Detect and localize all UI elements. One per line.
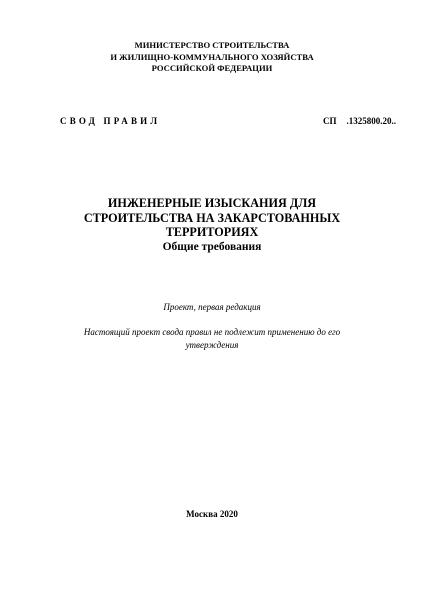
code-number: .1325800.20.. <box>346 116 396 126</box>
ministry-header <box>0 40 424 75</box>
notice-text <box>0 326 424 352</box>
place-and-year: Москва 2020 <box>186 509 238 519</box>
code-designation <box>323 114 396 128</box>
document-subtitle: Общие требования <box>162 240 262 253</box>
code-label: СВОД ПРАВИЛ <box>60 116 161 126</box>
notice-line-2: утверждения <box>185 340 239 350</box>
ministry-line-1: МИНИСТЕРСТВО СТРОИТЕЛЬСТВА <box>134 40 290 50</box>
title-line-3: ТЕРРИТОРИЯХ <box>165 225 259 239</box>
title-line-1: ИНЖЕНЕРНЫЕ ИЗЫСКАНИЯ ДЛЯ <box>107 196 317 210</box>
ministry-line-2: И ЖИЛИЩНО-КОММУНАЛЬНОГО ХОЗЯЙСТВА <box>110 51 314 62</box>
document-title <box>0 196 424 254</box>
ministry-line-3: РОССИЙСКОЙ ФЕДЕРАЦИИ <box>151 63 273 73</box>
draft-edition: Проект, первая редакция <box>163 302 261 312</box>
code-prefix: СП <box>323 116 337 126</box>
notice-line-1: Настоящий проект свода правил не подлежит применению до его <box>83 327 341 337</box>
title-line-2: СТРОИТЕЛЬСТВА НА ЗАКАРСТОВАННЫХ <box>83 210 341 225</box>
code-row <box>60 114 396 128</box>
